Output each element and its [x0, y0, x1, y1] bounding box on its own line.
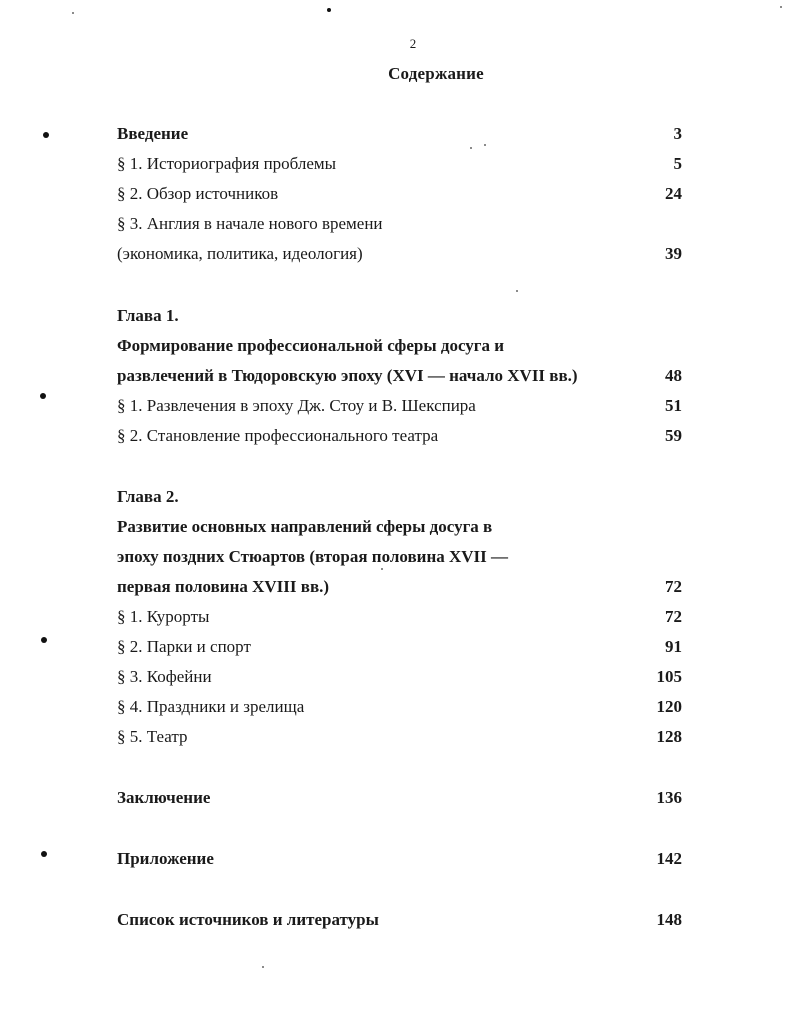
scan-speck — [262, 966, 264, 968]
toc-entry-label: § 1. Развлечения в эпоху Дж. Стоу и В. Шекспира — [117, 396, 476, 415]
scan-speck — [470, 147, 472, 149]
toc-entry-label: § 3. Кофейни — [117, 667, 212, 686]
toc-entry — [117, 847, 682, 871]
toc-entry-page-number: 5 — [673, 154, 682, 173]
page-title: Содержание — [388, 64, 484, 83]
toc-entry-page-number: 24 — [665, 184, 682, 203]
toc-entry — [117, 334, 682, 358]
page-number: 2 — [409, 36, 417, 51]
toc-entry — [117, 182, 682, 206]
toc-entry-page-number: 136 — [656, 788, 682, 807]
toc-entry-label: Глава 1. — [117, 306, 179, 325]
toc-entry — [117, 695, 682, 719]
toc-entry-page-number: 128 — [656, 727, 682, 746]
toc-entry-page-number: 39 — [665, 244, 682, 263]
toc-entry — [117, 242, 682, 266]
scan-speck — [72, 12, 74, 14]
toc-entry-label: развлечений в Тюдоровскую эпоху (XVI — начало XVII вв.) — [117, 366, 578, 385]
scan-dot — [40, 393, 46, 399]
toc-entry — [117, 364, 682, 388]
toc-entry-label: § 4. Праздники и зрелища — [117, 697, 305, 716]
scan-dot — [41, 637, 47, 643]
toc-entry — [117, 515, 682, 539]
toc-entry — [117, 152, 682, 176]
toc-entry — [117, 635, 682, 659]
scan-dot — [327, 8, 331, 12]
scan-dot — [43, 132, 49, 138]
toc-entry-page-number: 59 — [665, 426, 682, 445]
toc-entry — [117, 908, 682, 932]
toc-entry — [117, 122, 682, 146]
toc-entry-page-number: 120 — [656, 697, 682, 716]
toc-entry-label: Приложение — [117, 849, 214, 868]
toc-entry-page-number: 48 — [665, 366, 682, 385]
toc-entry-page-number: 91 — [665, 637, 682, 656]
toc-entry-page-number: 72 — [665, 577, 682, 596]
toc-entry — [117, 575, 682, 599]
toc-entry-page-number: 148 — [656, 910, 682, 929]
toc-entry-page-number: 142 — [656, 849, 682, 868]
toc-entry-page-number: 51 — [665, 396, 682, 415]
toc-entry-label: § 1. Курорты — [117, 607, 210, 626]
toc-entry — [117, 485, 682, 509]
toc-entry-label: Развитие основных направлений сферы досуга в — [117, 517, 493, 536]
toc-entry-label: § 2. Парки и спорт — [117, 637, 251, 656]
scan-speck — [484, 144, 486, 146]
toc-entry — [117, 725, 682, 749]
toc-entry — [117, 212, 682, 236]
toc-entry-page-number: 3 — [673, 124, 682, 143]
toc-entry-label: § 5. Театр — [117, 727, 188, 746]
toc-entry — [117, 665, 682, 689]
toc-entry — [117, 605, 682, 629]
toc-entry — [117, 545, 682, 569]
toc-entry — [117, 424, 682, 448]
toc-entry-label: Список источников и литературы — [117, 910, 379, 929]
scan-dot — [41, 851, 47, 857]
scan-speck — [381, 568, 383, 570]
toc-entry-label: Глава 2. — [117, 487, 179, 506]
scan-speck — [780, 6, 782, 8]
toc-entry-label: § 2. Становление профессионального театра — [117, 426, 439, 445]
toc-entry-label: (экономика, политика, идеология) — [117, 244, 363, 263]
toc-entry-page-number: 72 — [665, 607, 682, 626]
toc-entry-label: Формирование профессиональной сферы досуга и — [117, 336, 505, 355]
toc-entry-page-number: 105 — [656, 667, 682, 686]
toc-entry-label: § 1. Историография проблемы — [117, 154, 337, 173]
scan-speck — [516, 290, 518, 292]
toc-entry-label: эпоху поздних Стюартов (вторая половина XVII — — [117, 547, 509, 566]
toc-entry — [117, 304, 682, 328]
toc-entry — [117, 786, 682, 810]
toc-entry-label: первая половина XVIII вв.) — [117, 577, 330, 596]
toc-entry-label: Введение — [117, 124, 189, 143]
toc-entry-label: § 2. Обзор источников — [117, 184, 279, 203]
toc-entry-label: Заключение — [117, 788, 211, 807]
toc-entry-label: § 3. Англия в начале нового времени — [117, 214, 383, 233]
toc-entry — [117, 394, 682, 418]
